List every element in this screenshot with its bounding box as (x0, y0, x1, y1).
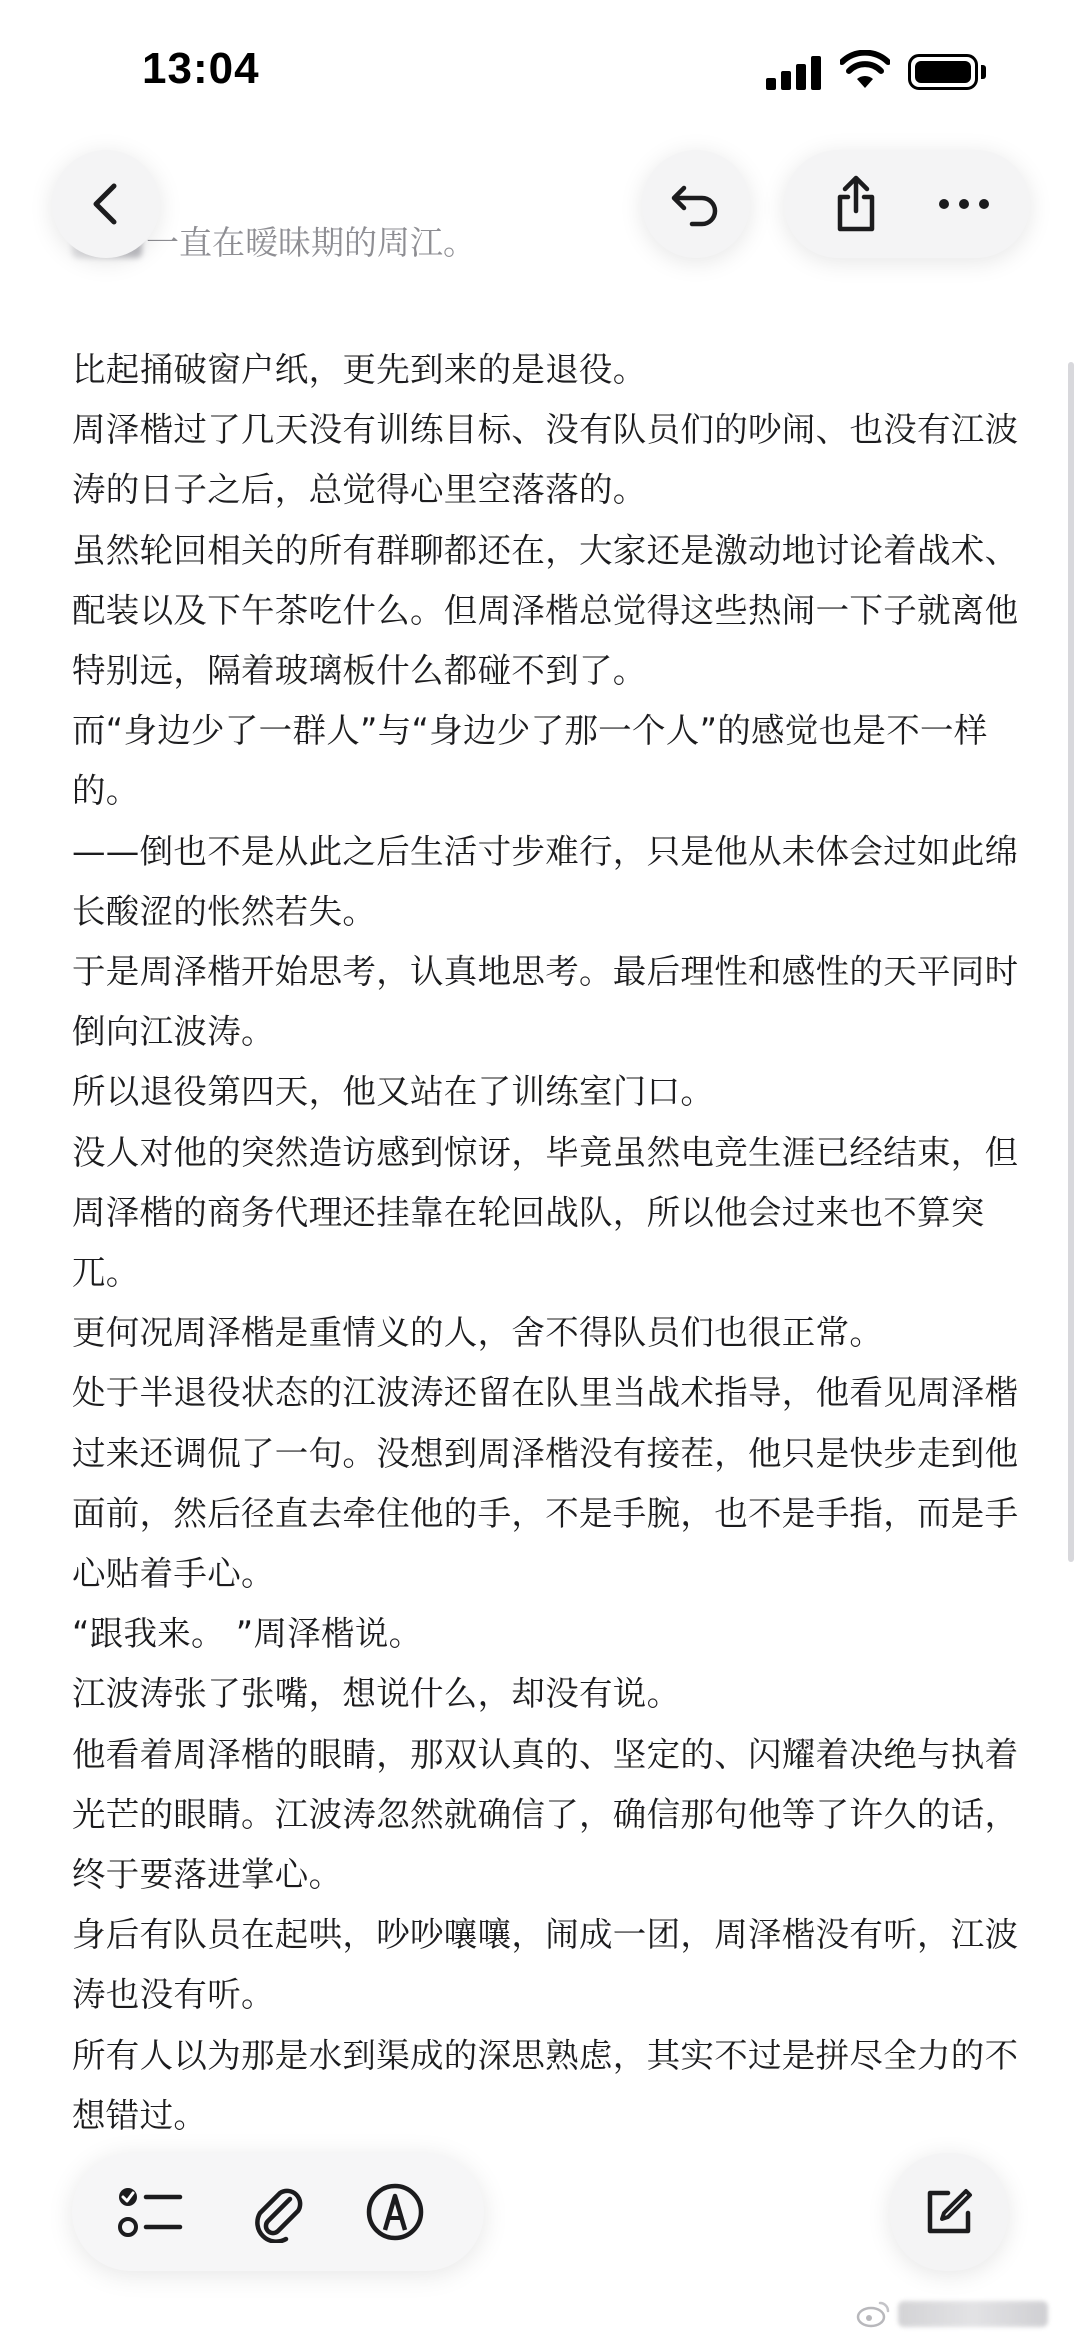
attach-button[interactable] (223, 2153, 333, 2271)
weibo-logo-icon (856, 2299, 890, 2329)
battery-icon (908, 54, 988, 90)
note-body[interactable] (72, 340, 1022, 2146)
blurred-watermark-text (898, 2301, 1048, 2327)
more-button[interactable] (914, 150, 1014, 258)
note-paragraph: 身后有队员在起哄，吵吵嚷嚷，闹成一团，周泽楷没有听，江波涛也没有听。 (72, 1915, 1019, 2015)
markup-pen-icon (365, 2182, 425, 2242)
paperclip-icon (250, 2181, 306, 2243)
note-paragraph: 而“身边少了一群人”与“身边少了那一个人”的感觉也是不一样的。 (72, 711, 988, 811)
bottom-toolbar (72, 2153, 484, 2271)
note-paragraph: ——倒也不是从此之后生活寸步难行，只是他从未体会过如此绵长酸涩的怅然若失。 (72, 831, 1019, 931)
compose-button[interactable] (890, 2153, 1008, 2271)
markup-button[interactable] (340, 2153, 450, 2271)
note-paragraph: 江波涛张了张嘴，想说什么，却没有说。 (72, 1674, 681, 1714)
note-paragraph: “跟我来。 ”周泽楷说。 (72, 1614, 423, 1654)
note-paragraph: 比起捅破窗户纸，更先到来的是退役。 (72, 350, 647, 389)
chevron-left-icon (86, 180, 126, 228)
checklist-icon (118, 2184, 184, 2240)
actions-pill (784, 150, 1030, 258)
share-button[interactable] (806, 150, 906, 258)
note-paragraph: 他看着周泽楷的眼睛，那双认真的、坚定的、闪耀着决绝与执着光芒的眼睛。江波涛忽然就确信了，确信那句他等了许久的话，终于要落进掌心。 (72, 1734, 1019, 1895)
note-title-text: 一直在暧昧期的周江。 (146, 223, 476, 262)
status-bar (0, 0, 1080, 150)
watermark (856, 2296, 1056, 2332)
undo-button[interactable] (642, 150, 750, 258)
share-icon (831, 175, 881, 233)
cellular-signal-icon (766, 56, 824, 90)
scroll-indicator[interactable] (1068, 362, 1074, 1562)
wifi-icon (840, 50, 890, 90)
undo-icon (670, 180, 722, 228)
checklist-button[interactable] (96, 2153, 206, 2271)
note-paragraph: 没人对他的突然造访感到惊讶，毕竟虽然电竞生涯已经结束，但周泽楷的商务代理还挂靠在轮回战队，所以他会过来也不算突兀。 (72, 1132, 1019, 1293)
note-paragraph: 处于半退役状态的江波涛还留在队里当战术指导，他看见周泽楷过来还调侃了一句。没想到周泽楷没有接茬，他只是快步走到他面前，然后径直去牵住他的手，不是手腕，也不是手指，而是手心贴着手心。 (72, 1373, 1019, 1594)
more-icon (937, 197, 991, 211)
note-paragraph: 所有人以为那是水到渠成的深思熟虑，其实不过是拼尽全力的不想错过。 (72, 2035, 1019, 2135)
note-paragraph: 更何况周泽楷是重情义的人，舍不得队员们也很正常。 (72, 1313, 884, 1353)
compose-icon (922, 2185, 976, 2239)
status-time: 13:04 (142, 44, 260, 93)
note-title-line (72, 218, 632, 268)
note-paragraph: 周泽楷过了几天没有训练目标、没有队员们的吵闹、也没有江波涛的日子之后，总觉得心里空落落的。 (72, 410, 1019, 510)
note-paragraph: 于是周泽楷开始思考，认真地思考。最后理性和感性的天平同时倒向江波涛。 (72, 952, 1019, 1052)
back-button[interactable] (52, 150, 160, 258)
note-paragraph: 所以退役第四天，他又站在了训练室门口。 (72, 1072, 715, 1112)
note-paragraph: 虽然轮回相关的所有群聊都还在，大家还是激动地讨论着战术、配装以及下午茶吃什么。但周泽楷总觉得这些热闹一下子就离他特别远，隔着玻璃板什么都碰不到了。 (72, 530, 1019, 691)
